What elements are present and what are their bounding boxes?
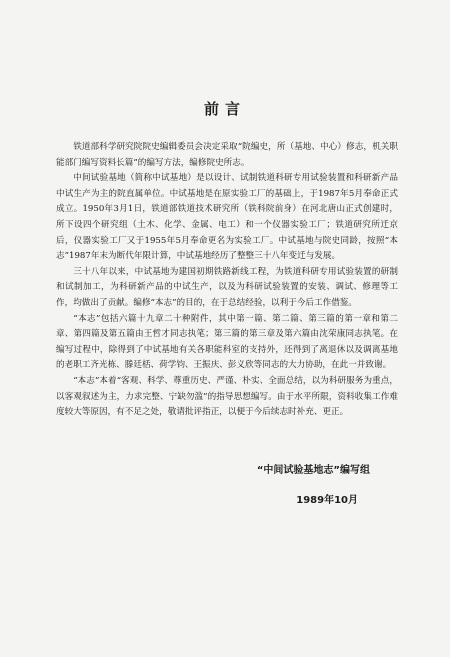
signature-date: 1989年10月 [296, 495, 358, 506]
signature-block [257, 463, 370, 509]
paragraph: 中间试验基地（简称中试基地）是以设计、试制铁道科研专用试验装置和科研新产品中试生产为主的院直属单位。中试基地是在原实验工厂的基础上，于1987年5月奉命正式成立。1950年3月1日，铁道部铁道技术研究所（铁科院前身）在河北唐山正式创建时，所下设四个研究组（土木、化学、金属、电工）和一个仪器实验工厂；铁道研究所迁京后，仪器实验工厂又于1955年5月奉命更名为实验工厂。中试基地与院史同龄，按照“本志”1987年末为断代年限计算，中试基地经历了整整三十八年变迁与发展。 [56, 173, 398, 262]
paragraph: “本志”包括六篇十九章二十种附件，其中第一篇、第二篇、第三篇的第一章和第二章、第四篇及第五篇由王哲才同志执笔；第三篇的第三章及第六篇由沈荣康同志执笔。在编写过程中，除得到了中试基地有关各职能科室的支持外，还得到了离退休以及调离基地的老职工齐光栋、滕廷栝、荷学钧、王振庆、彭义欣等同志的大力协助，在此一并致谢。 [56, 313, 398, 371]
preface-body [56, 140, 398, 421]
paragraph: 铁道部科学研究院院史编辑委员会决定采取“院编史，所（基地、中心）修志，机关职能部门编写资料长篇”的编写方法，编修院史所志。 [56, 142, 398, 168]
page-title: 前言 [203, 100, 246, 118]
signature-org: “中间试验基地志”编写组 [256, 465, 370, 476]
paragraph: “本志”本着“客观、科学、尊重历史、严谨、朴实、全面总结，以为科研服务为重点，以客观叙述为主，力求完整、宁缺勿滥”的指导思想编写。由于水平所限，资料收集工作难度较大等原因，有不足之处，敬请批评指正，以便于今后续志时补充、更正。 [56, 375, 398, 418]
paragraph: 三十八年以来，中试基地为建国初期铁路新线工程，为铁道科研专用试验装置的研制和试制加工，为科研新产品的中试生产，以及为科研试验装置的安装、调试、修理等工作，均做出了贡献。编修“本志”的目的，在于总结经验，以利于今后工作借鉴。 [56, 266, 398, 308]
